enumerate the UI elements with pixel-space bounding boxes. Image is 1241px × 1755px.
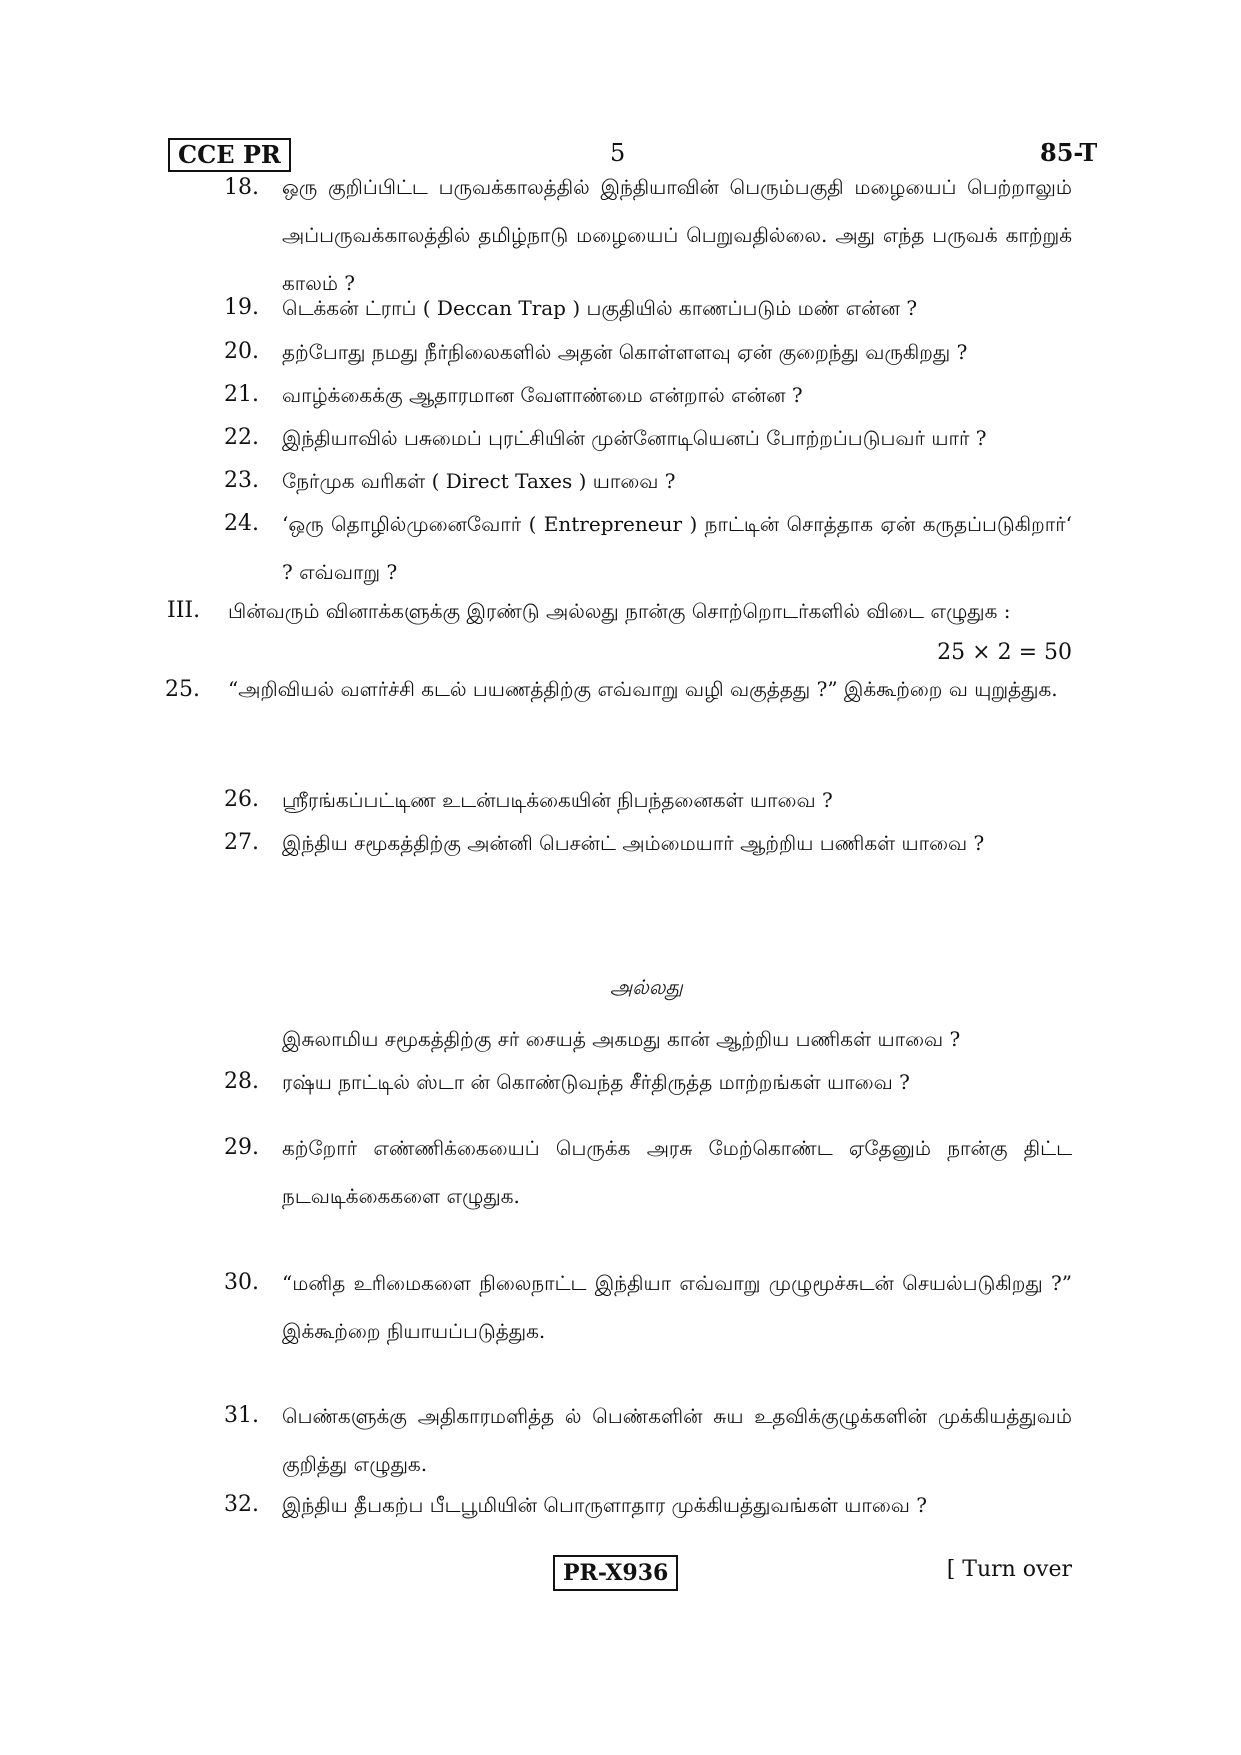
- question-text: இந்தியாவில் பசுமைப் புரட்சியின் முன்னோடியெனப் போற்றப்படுபவர் யார் ?: [282, 426, 987, 450]
- header-box-label: CCE PR: [168, 138, 291, 172]
- question-number: 30.: [224, 1270, 259, 1295]
- question-text: தற்போது நமது நீர்நிலைகளில் அதன் கொள்ளளவு ஏன் குறைந்து வருகிறது ?: [282, 340, 968, 364]
- question-number: 25.: [165, 677, 200, 702]
- or-label: அல்லது: [610, 975, 683, 999]
- question-number: 32.: [224, 1492, 259, 1517]
- question-text: வாழ்க்கைக்கு ஆதாரமான வேளாண்மை என்றால் என்ன ?: [282, 383, 803, 407]
- question-text: டெக்கன் ட்ராப் ( Deccan Trap ) பகுதியில் காணப்படும் மண் என்ன ?: [282, 296, 918, 320]
- section-number: III.: [167, 598, 201, 623]
- section-marks: 25 × 2 = 50: [937, 640, 1072, 665]
- question-number: 31.: [224, 1403, 259, 1428]
- question-text: ‘ஒரு தொழில்முனைவோர் ( Entrepreneur ) நாட்டின் சொத்தாக ஏன் கருதப்படுகிறார்‘ ? எவ்வாறு ?: [282, 512, 1072, 584]
- question-number: 18.: [224, 175, 259, 200]
- page-number: 5: [610, 139, 626, 167]
- question-text: பெண்களுக்கு அதிகாரமளித்த ல் பெண்களின் சுய உதவிக்குழுக்களின் முக்கியத்துவம் குறித்து எழுதுக.: [282, 1404, 1072, 1476]
- question-number: 19.: [224, 295, 259, 320]
- question-number: 20.: [224, 339, 259, 364]
- section-instruction: பின்வரும் வினாக்களுக்கு இரண்டு அல்லது நான்கு சொற்றொடர்களில் விடை எழுதுக :: [228, 599, 1011, 623]
- question-text: “மனித உரிமைகளை நிலைநாட்ட இந்தியா எவ்வாறு முழுமூச்சுடன் செயல்படுகிறது ?” இக்கூற்றை நியாயப்படுத்துக.: [282, 1271, 1072, 1343]
- question-number: 28.: [224, 1069, 259, 1094]
- question-number: 21.: [224, 382, 259, 407]
- question-text: நேர்முக வரிகள் ( Direct Taxes ) யாவை ?: [282, 469, 676, 493]
- question-number: 26.: [224, 787, 259, 812]
- question-number: 24.: [224, 511, 259, 536]
- question-number: 29.: [224, 1135, 259, 1160]
- question-number: 27.: [224, 830, 259, 855]
- question-text: கற்றோர் எண்ணிக்கையைப் பெருக்க அரசு மேற்கொண்ட ஏதேனும் நான்கு திட்ட நடவடிக்கைகளை எழுதுக.: [282, 1136, 1072, 1208]
- question-text: ஸ்ரீரங்கப்பட்டிண உடன்படிக்கையின் நிபந்தனைகள் யாவை ?: [282, 788, 833, 812]
- question-text: ஒரு குறிப்பிட்ட பருவக்காலத்தில் இந்தியாவின் பெரும்பகுதி மழையைப் பெற்றாலும் அப்பருவக்காலத்தில் தமிழ்நாடு மழையைப் பெறுவதில்லை. அது எந்த பருவக் காற்றுக் காலம் ?: [282, 175, 1072, 295]
- footer-paper-code: PR-X936: [553, 1555, 678, 1591]
- question-number: 22.: [224, 425, 259, 450]
- question-text: இந்திய சமூகத்திற்கு அன்னி பெசன்ட் அம்மையார் ஆற்றிய பணிகள் யாவை ?: [282, 831, 985, 855]
- turn-over-label: [ Turn over: [946, 1557, 1072, 1582]
- question-text: இசுலாமிய சமூகத்திற்கு சர் சையத் அகமது கான் ஆற்றிய பணிகள் யாவை ?: [282, 1027, 961, 1051]
- question-text: இந்திய தீபகற்ப பீடபூமியின் பொருளாதார முக்கியத்துவங்கள் யாவை ?: [282, 1493, 928, 1517]
- question-number: 23.: [224, 468, 259, 493]
- question-text: ரஷ்ய நாட்டில் ஸ்டா ன் கொண்டுவந்த சீர்திருத்த மாற்றங்கள் யாவை ?: [282, 1070, 910, 1094]
- question-text: “அறிவியல் வளர்ச்சி கடல் பயணத்திற்கு எவ்வாறு வழி வகுத்தது ?” இக்கூற்றை வ யுறுத்துக.: [228, 677, 1058, 701]
- paper-code: 85-T: [1040, 138, 1098, 167]
